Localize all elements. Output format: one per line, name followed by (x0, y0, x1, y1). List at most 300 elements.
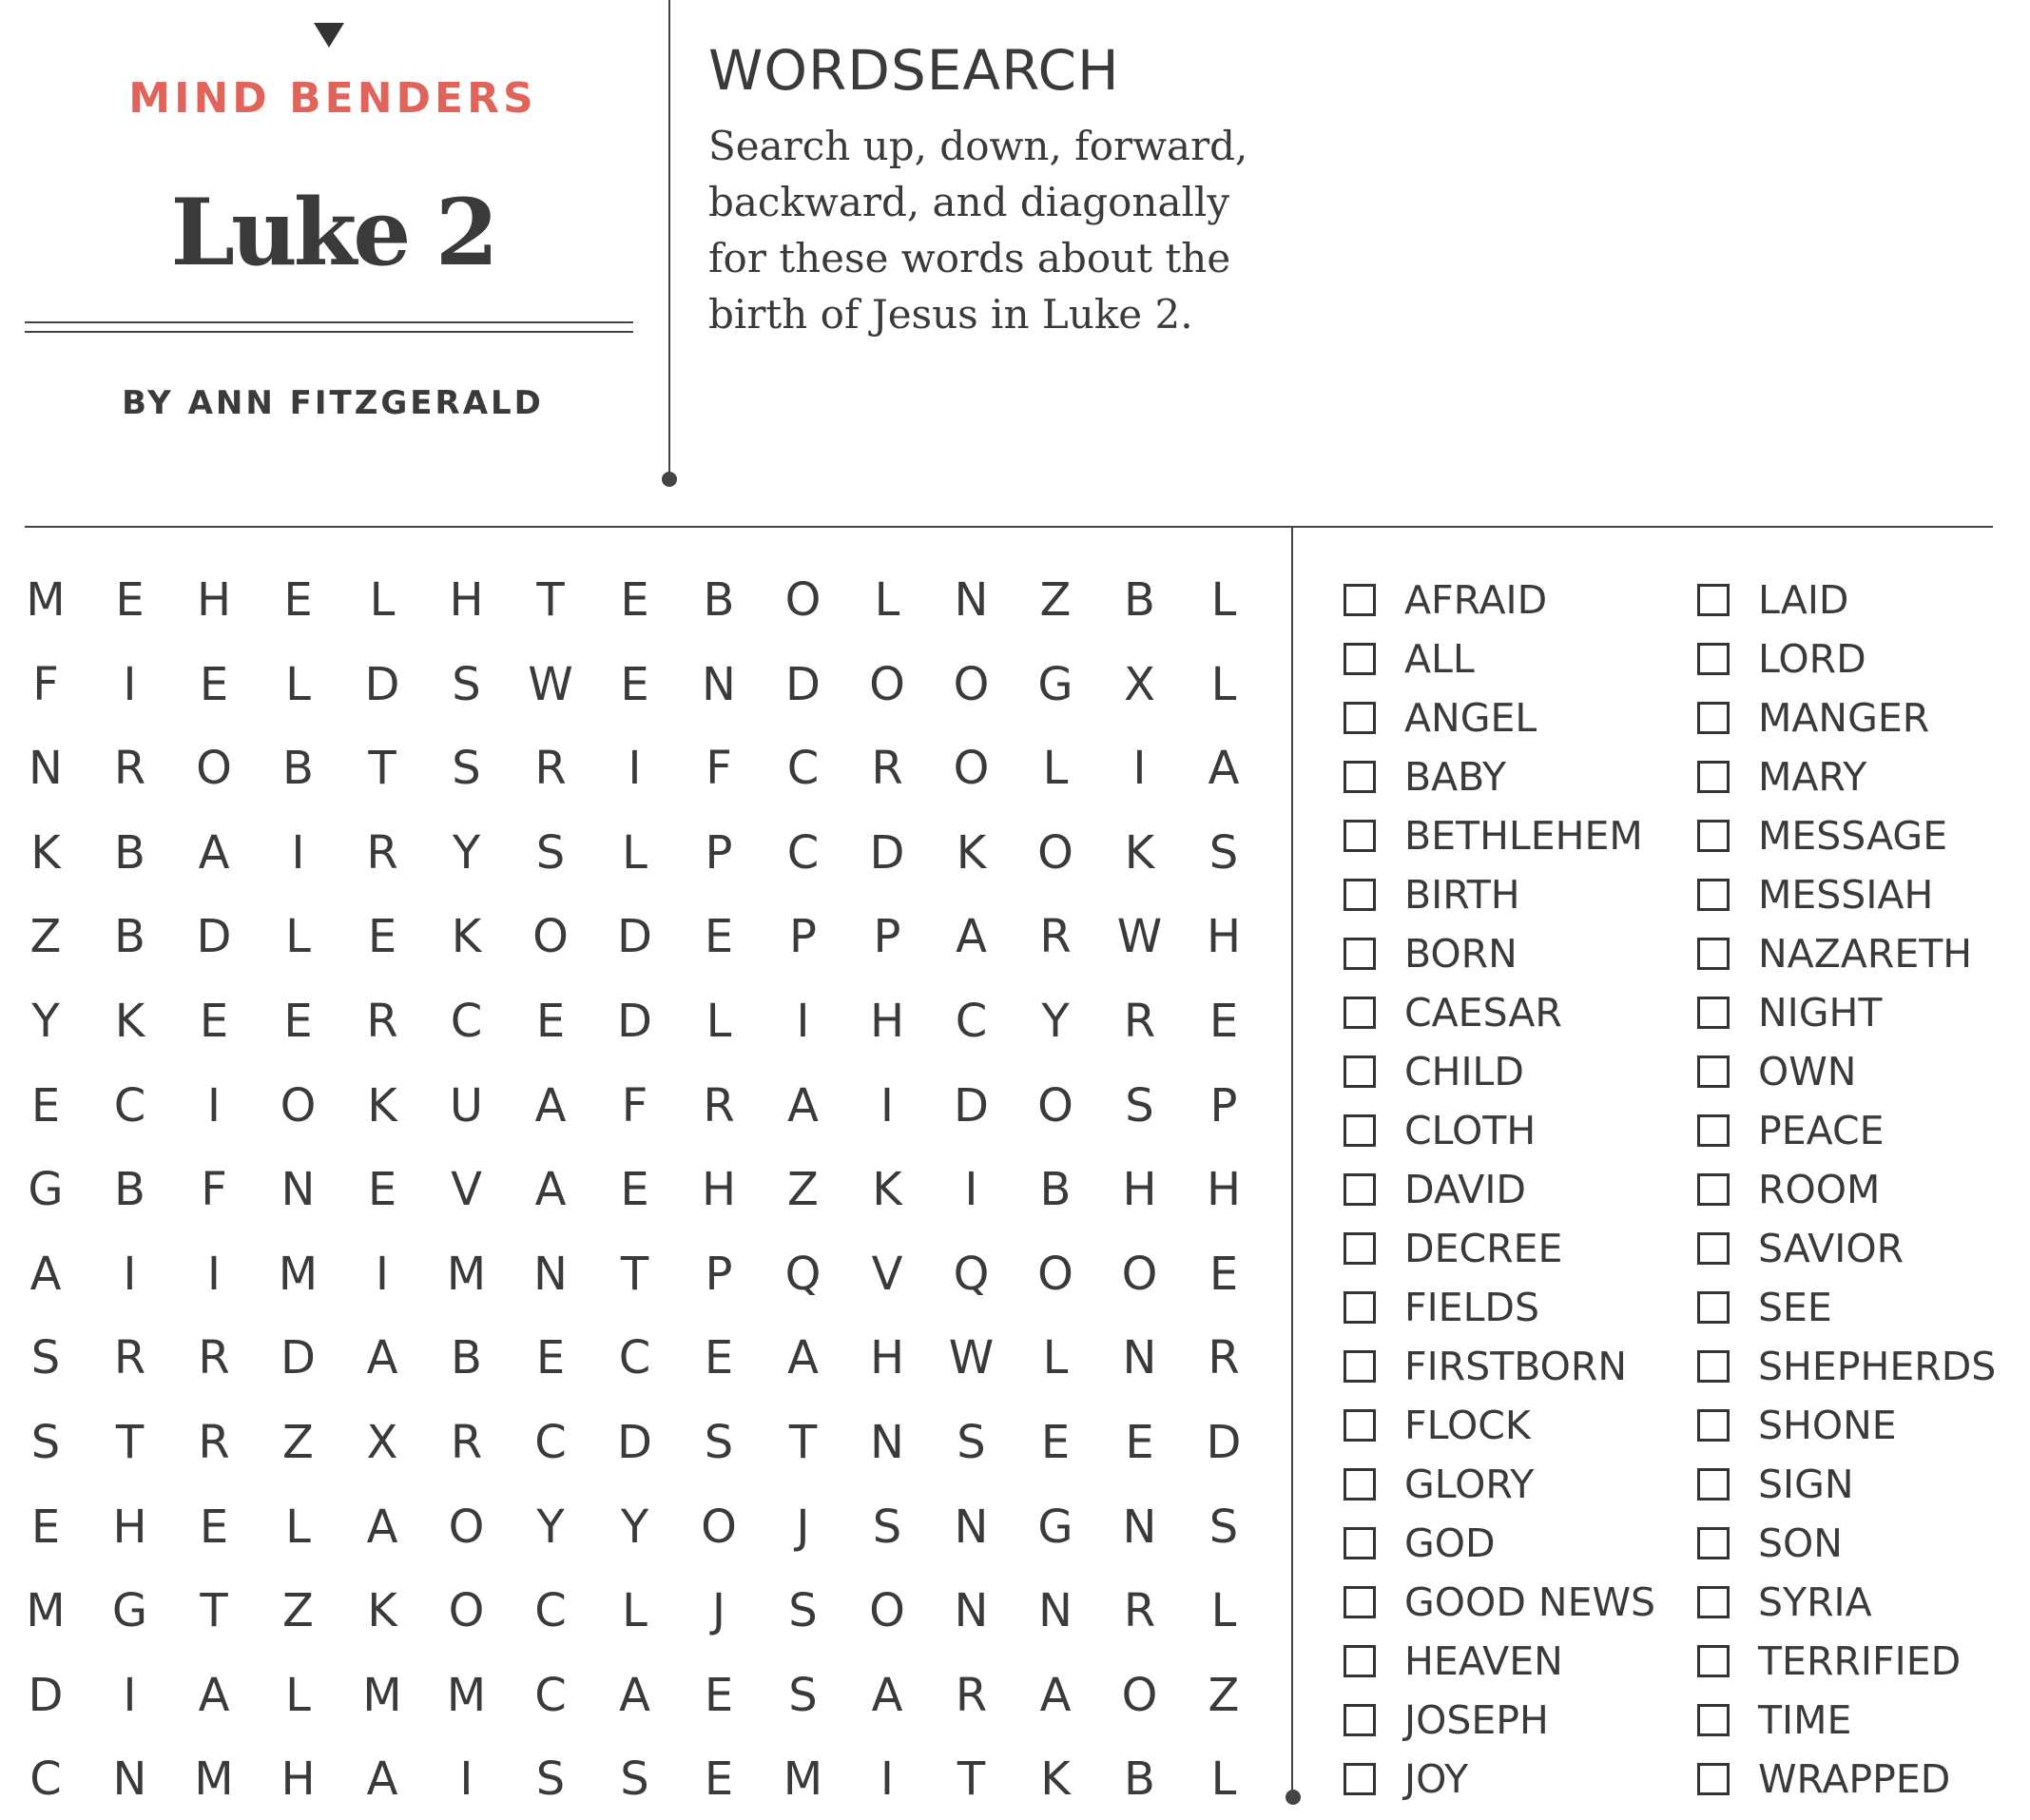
word-label: SEE (1758, 1285, 1832, 1330)
grid-letter[interactable]: I (964, 1163, 978, 1217)
grid-letter[interactable]: S (788, 1668, 818, 1722)
grid-letter[interactable]: L (1210, 657, 1237, 711)
grid-letter[interactable]: A (198, 825, 230, 880)
grid-vertical-divider (1291, 528, 1293, 1792)
grid-letter[interactable]: F (32, 657, 59, 711)
grid-letter[interactable]: E (199, 657, 229, 711)
grid-letter[interactable]: W (948, 1331, 995, 1385)
puzzle-title: Luke 2 (170, 179, 495, 286)
grid-letter[interactable]: K (114, 995, 145, 1048)
word-checkbox[interactable] (1697, 1291, 1730, 1324)
grid-letter[interactable]: N (1038, 1584, 1073, 1638)
grid-letter[interactable]: L (285, 910, 311, 964)
grid-letter[interactable]: S (620, 1752, 649, 1807)
grid-letter[interactable]: B (1124, 1752, 1155, 1807)
grid-letter[interactable]: E (1125, 1416, 1154, 1469)
word-checkbox[interactable] (1344, 938, 1376, 970)
grid-letter[interactable]: W (1116, 910, 1163, 964)
grid-letter[interactable]: Y (620, 1500, 649, 1554)
grid-letter[interactable]: C (534, 1416, 567, 1469)
word-checkbox[interactable] (1344, 702, 1376, 734)
grid-letter[interactable]: Y (536, 1500, 565, 1554)
grid-letter[interactable]: K (367, 1078, 397, 1133)
grid-letter[interactable]: I (880, 1752, 895, 1807)
grid-letter[interactable]: H (449, 573, 484, 627)
grid-letter[interactable]: K (1040, 1752, 1071, 1807)
grid-letter[interactable]: L (369, 573, 396, 627)
grid-letter[interactable]: H (1122, 1163, 1157, 1217)
grid-letter[interactable]: E (283, 995, 313, 1048)
grid-letter[interactable]: V (871, 1247, 903, 1301)
grid-letter[interactable]: L (1210, 573, 1237, 627)
grid-letter[interactable]: E (1208, 1247, 1239, 1301)
grid-letter[interactable]: H (1206, 910, 1242, 964)
grid-letter[interactable]: B (282, 742, 314, 796)
grid-letter[interactable]: E (199, 1500, 229, 1554)
grid-letter[interactable]: O (1121, 1668, 1158, 1722)
word-checkbox[interactable] (1697, 820, 1730, 852)
grid-letter[interactable]: P (873, 910, 901, 964)
word-checkbox[interactable] (1697, 1409, 1730, 1442)
grid-letter[interactable]: L (1042, 1331, 1069, 1385)
grid-letter[interactable]: M (446, 1247, 487, 1301)
word-checkbox[interactable] (1697, 643, 1730, 675)
grid-letter[interactable]: M (26, 1584, 66, 1638)
grid-letter[interactable]: O (280, 1078, 317, 1133)
grid-letter[interactable]: D (280, 1331, 316, 1385)
grid-letter[interactable]: Q (784, 1247, 822, 1301)
grid-letter[interactable]: S (452, 742, 481, 796)
grid-letter[interactable]: O (784, 573, 822, 627)
word-checkbox[interactable] (1697, 879, 1730, 911)
grid-letter[interactable]: A (1039, 1668, 1072, 1722)
word-label: NIGHT (1758, 990, 1883, 1036)
grid-letter[interactable]: R (366, 995, 398, 1048)
word-list-item (1697, 1344, 1996, 1389)
grid-letter[interactable]: C (534, 1584, 567, 1638)
grid-letter[interactable]: P (705, 1247, 733, 1301)
grid-letter[interactable]: N (1122, 1500, 1157, 1554)
grid-letter[interactable]: W (528, 657, 573, 711)
grid-letter[interactable]: C (786, 742, 820, 796)
grid-letter[interactable]: Z (1039, 573, 1072, 627)
grid-letter[interactable]: C (113, 1078, 146, 1133)
word-list-item (1697, 1756, 1950, 1802)
grid-letter[interactable]: B (114, 910, 145, 964)
grid-letter[interactable]: R (366, 825, 398, 880)
word-checkbox[interactable] (1344, 584, 1376, 616)
grid-letter[interactable]: O (448, 1584, 485, 1638)
word-label: PEACE (1758, 1108, 1885, 1153)
grid-letter[interactable]: M (783, 1752, 823, 1807)
grid-letter[interactable]: A (1208, 742, 1240, 796)
grid-letter[interactable]: L (622, 1584, 648, 1638)
grid-letter[interactable]: S (1208, 1500, 1239, 1554)
grid-letter[interactable]: X (1124, 657, 1155, 711)
word-checkbox[interactable] (1697, 1350, 1730, 1383)
grid-letter[interactable]: Z (282, 1416, 314, 1469)
grid-letter[interactable]: N (702, 657, 736, 711)
word-checkbox[interactable] (1344, 1173, 1376, 1206)
grid-letter[interactable]: I (1132, 742, 1147, 796)
word-checkbox[interactable] (1344, 1350, 1376, 1383)
grid-letter[interactable]: G (1037, 657, 1073, 711)
grid-letter[interactable]: A (29, 1247, 62, 1301)
grid-letter[interactable]: R (703, 1078, 735, 1133)
grid-letter[interactable]: C (450, 995, 483, 1048)
grid-letter[interactable]: C (29, 1752, 62, 1807)
grid-letter[interactable]: P (1209, 1078, 1238, 1133)
word-checkbox[interactable] (1697, 1173, 1730, 1206)
grid-letter[interactable]: C (955, 995, 988, 1048)
grid-letter[interactable]: H (112, 1500, 147, 1554)
grid-letter[interactable]: O (1037, 1078, 1073, 1133)
word-checkbox[interactable] (1344, 1114, 1376, 1147)
grid-letter[interactable]: O (532, 910, 569, 964)
grid-letter[interactable]: X (366, 1416, 398, 1469)
grid-letter[interactable]: O (1037, 1247, 1073, 1301)
grid-letter[interactable]: I (123, 657, 137, 711)
word-label: SON (1758, 1520, 1843, 1566)
word-label: FIRSTBORN (1404, 1344, 1628, 1389)
word-checkbox[interactable] (1344, 1527, 1376, 1559)
grid-letter[interactable]: G (28, 1163, 64, 1217)
word-checkbox[interactable] (1344, 1055, 1376, 1088)
grid-letter[interactable]: K (872, 1163, 902, 1217)
grid-letter[interactable]: Z (787, 1163, 819, 1217)
word-label: MESSIAH (1758, 872, 1934, 918)
word-label: WRAPPED (1758, 1756, 1951, 1802)
grid-letter[interactable]: K (367, 1584, 397, 1638)
grid-letter[interactable]: R (113, 1331, 146, 1385)
grid-letter[interactable]: H (869, 995, 905, 1048)
grid-letter[interactable]: R (955, 1668, 988, 1722)
grid-letter[interactable]: E (704, 1752, 734, 1807)
grid-letter[interactable]: D (869, 825, 905, 880)
grid-letter[interactable]: D (617, 910, 652, 964)
grid-letter[interactable]: L (285, 657, 311, 711)
grid-letter[interactable]: L (706, 995, 732, 1048)
grid-letter[interactable]: Z (1208, 1668, 1240, 1722)
grid-letter[interactable]: N (112, 1752, 147, 1807)
grid-letter[interactable]: I (796, 995, 810, 1048)
grid-letter[interactable]: S (704, 1416, 734, 1469)
grid-letter[interactable]: R (534, 742, 567, 796)
grid-letter[interactable]: H (1206, 1163, 1242, 1217)
grid-letter[interactable]: E (1040, 1416, 1071, 1469)
grid-letter[interactable]: S (30, 1331, 61, 1385)
grid-letter[interactable]: D (617, 1416, 652, 1469)
word-list-item (1697, 577, 1849, 623)
grid-letter[interactable]: S (30, 1416, 61, 1469)
grid-letter[interactable]: S (535, 1752, 566, 1807)
grid-letter[interactable]: R (198, 1331, 230, 1385)
grid-letter[interactable]: N (954, 1584, 989, 1638)
grid-letter[interactable]: O (953, 657, 990, 711)
grid-letter[interactable]: F (706, 742, 732, 796)
grid-letter[interactable]: R (1123, 1584, 1156, 1638)
word-label: MARY (1758, 754, 1867, 800)
word-list-item (1344, 754, 1506, 800)
word-checkbox[interactable] (1697, 1763, 1730, 1795)
instructions-heading: WORDSEARCH (708, 38, 1120, 103)
grid-letter[interactable]: G (111, 1584, 148, 1638)
grid-letter[interactable]: N (533, 1247, 568, 1301)
grid-letter[interactable]: B (114, 1163, 145, 1217)
grid-letter[interactable]: I (291, 825, 305, 880)
grid-letter[interactable]: A (198, 1668, 230, 1722)
grid-letter[interactable]: B (1039, 1163, 1072, 1217)
word-label: TIME (1758, 1697, 1852, 1743)
grid-letter[interactable]: E (620, 657, 649, 711)
grid-letter[interactable]: G (1037, 1500, 1073, 1554)
word-list-item (1344, 1697, 1549, 1743)
grid-letter[interactable]: D (364, 657, 400, 711)
word-label: JOY (1404, 1756, 1469, 1802)
grid-letter[interactable]: R (1123, 995, 1156, 1048)
grid-letter[interactable]: K (1124, 825, 1155, 880)
grid-letter[interactable]: O (869, 657, 905, 711)
grid-letter[interactable]: T (957, 1752, 986, 1807)
word-checkbox[interactable] (1344, 1586, 1376, 1618)
grid-letter[interactable]: L (874, 573, 900, 627)
word-list-item (1344, 1403, 1531, 1448)
grid-letter[interactable]: B (451, 1331, 482, 1385)
grid-letter[interactable]: L (622, 825, 648, 880)
grid-letter[interactable]: D (785, 657, 821, 711)
word-checkbox[interactable] (1697, 1232, 1730, 1265)
word-checkbox[interactable] (1697, 702, 1730, 734)
grid-letter[interactable]: A (619, 1668, 650, 1722)
word-checkbox[interactable] (1697, 1055, 1730, 1088)
grid-letter[interactable]: H (196, 573, 232, 627)
grid-letter[interactable]: T (115, 1416, 145, 1469)
grid-letter[interactable]: H (869, 1331, 905, 1385)
grid-letter[interactable]: J (711, 1584, 726, 1638)
grid-letter[interactable]: A (366, 1331, 398, 1385)
byline: BY ANN FITZGERALD (122, 384, 544, 422)
grid-letter[interactable]: Q (953, 1247, 990, 1301)
grid-letter[interactable]: I (123, 1668, 137, 1722)
grid-letter[interactable]: A (534, 1163, 567, 1217)
grid-letter[interactable]: Z (29, 910, 62, 964)
word-checkbox[interactable] (1344, 820, 1376, 852)
grid-letter[interactable]: I (123, 1247, 137, 1301)
word-checkbox[interactable] (1697, 1527, 1730, 1559)
grid-letter[interactable]: S (535, 825, 566, 880)
grid-letter[interactable]: N (954, 573, 989, 627)
word-checkbox[interactable] (1344, 761, 1376, 793)
grid-letter[interactable]: C (786, 825, 820, 880)
grid-letter[interactable]: L (285, 1668, 311, 1722)
grid-letter[interactable]: E (535, 995, 566, 1048)
grid-letter[interactable]: H (280, 1752, 316, 1807)
word-list-item (1344, 1167, 1526, 1212)
grid-letter[interactable]: I (628, 742, 642, 796)
grid-letter[interactable]: E (704, 1331, 734, 1385)
word-checkbox[interactable] (1344, 1409, 1376, 1442)
word-list-item (1344, 1520, 1496, 1566)
grid-letter[interactable]: T (788, 1416, 818, 1469)
word-checkbox[interactable] (1697, 1704, 1730, 1736)
grid-letter[interactable]: V (451, 1163, 482, 1217)
word-checkbox[interactable] (1697, 1645, 1730, 1677)
grid-letter[interactable]: E (115, 573, 145, 627)
word-checkbox[interactable] (1344, 879, 1376, 911)
word-label: LORD (1758, 636, 1866, 682)
grid-letter[interactable]: M (194, 1752, 234, 1807)
grid-letter[interactable]: T (536, 573, 565, 627)
grid-letter[interactable]: B (114, 825, 145, 880)
word-list-item (1344, 1344, 1627, 1389)
grid-letter[interactable]: S (957, 1416, 986, 1469)
grid-letter[interactable]: R (113, 742, 146, 796)
word-checkbox[interactable] (1344, 1291, 1376, 1324)
grid-letter[interactable]: K (30, 825, 61, 880)
grid-letter[interactable]: M (26, 573, 66, 627)
word-checkbox[interactable] (1344, 643, 1376, 675)
grid-letter[interactable]: L (1042, 742, 1069, 796)
grid-letter[interactable]: E (1208, 995, 1239, 1048)
grid-letter[interactable]: S (1125, 1078, 1154, 1133)
word-label: ALL (1404, 636, 1475, 682)
grid-letter[interactable]: R (871, 742, 903, 796)
grid-letter[interactable]: P (705, 825, 733, 880)
grid-letter[interactable]: E (199, 995, 229, 1048)
word-list-item (1697, 1108, 1885, 1153)
grid-letter[interactable]: Y (1041, 995, 1070, 1048)
grid-letter[interactable]: B (703, 573, 735, 627)
grid-letter[interactable]: E (283, 573, 313, 627)
word-checkbox[interactable] (1344, 1704, 1376, 1736)
grid-letter[interactable]: O (953, 742, 990, 796)
grid-letter[interactable]: A (787, 1331, 819, 1385)
grid-letter[interactable]: E (535, 1331, 566, 1385)
grid-letter[interactable]: D (1206, 1416, 1242, 1469)
grid-letter[interactable]: Z (282, 1584, 314, 1638)
grid-letter[interactable]: I (206, 1247, 222, 1301)
grid-letter[interactable]: N (29, 742, 63, 796)
grid-letter[interactable]: E (704, 1668, 734, 1722)
grid-letter[interactable]: Y (452, 825, 481, 880)
grid-letter[interactable]: D (617, 995, 652, 1048)
grid-letter[interactable]: C (618, 1331, 651, 1385)
grid-letter[interactable]: A (956, 910, 987, 964)
grid-letter[interactable]: S (788, 1584, 818, 1638)
grid-letter[interactable]: A (366, 1752, 398, 1807)
grid-letter[interactable]: I (459, 1752, 474, 1807)
word-label: GLORY (1404, 1462, 1535, 1507)
word-label: SYRIA (1758, 1579, 1872, 1625)
word-checkbox[interactable] (1697, 938, 1730, 970)
word-checkbox[interactable] (1697, 1114, 1730, 1147)
grid-letter[interactable]: P (789, 910, 817, 964)
grid-letter[interactable]: L (1210, 1584, 1237, 1638)
word-checkbox[interactable] (1697, 761, 1730, 793)
grid-letter[interactable]: M (278, 1247, 319, 1301)
grid-letter[interactable]: M (362, 1668, 402, 1722)
word-checkbox[interactable] (1344, 997, 1376, 1029)
grid-letter[interactable]: E (620, 573, 649, 627)
grid-letter[interactable]: S (452, 657, 481, 711)
grid-letter[interactable]: K (451, 910, 482, 964)
grid-letter[interactable]: S (1208, 825, 1239, 880)
grid-letter[interactable]: N (280, 1163, 316, 1217)
grid-letter[interactable]: O (869, 1584, 905, 1638)
word-checkbox[interactable] (1344, 1232, 1376, 1265)
word-label: TERRIFIED (1758, 1638, 1962, 1684)
grid-letter[interactable]: T (200, 1584, 228, 1638)
grid-letter[interactable]: H (701, 1163, 737, 1217)
grid-letter[interactable]: O (448, 1500, 485, 1554)
grid-letter[interactable]: R (1208, 1331, 1240, 1385)
grid-letter[interactable]: T (620, 1247, 649, 1301)
word-checkbox[interactable] (1697, 997, 1730, 1029)
grid-letter[interactable]: R (198, 1416, 230, 1469)
grid-letter[interactable]: I (206, 1078, 222, 1133)
grid-letter[interactable]: A (871, 1668, 903, 1722)
grid-letter[interactable]: C (534, 1668, 567, 1722)
grid-letter[interactable]: O (1121, 1247, 1158, 1301)
grid-letter[interactable]: E (704, 910, 734, 964)
word-list-item (1344, 577, 1547, 623)
grid-letter[interactable]: E (367, 1163, 397, 1217)
grid-letter[interactable]: O (1037, 825, 1073, 880)
grid-letter[interactable]: N (954, 1500, 989, 1554)
grid-letter[interactable]: B (1124, 573, 1155, 627)
word-label: ANGEL (1404, 695, 1537, 741)
grid-letter[interactable]: O (196, 742, 232, 796)
grid-letter[interactable]: E (30, 1078, 61, 1133)
word-checkbox[interactable] (1697, 1468, 1730, 1501)
word-label: SHONE (1758, 1403, 1897, 1448)
grid-letter[interactable]: R (1039, 910, 1072, 964)
grid-letter[interactable]: D (28, 1668, 64, 1722)
grid-letter[interactable]: T (368, 742, 396, 796)
grid-letter[interactable]: K (956, 825, 987, 880)
grid-letter[interactable]: A (534, 1078, 567, 1133)
grid-letter[interactable]: I (375, 1247, 390, 1301)
grid-letter[interactable]: A (366, 1500, 398, 1554)
grid-letter[interactable]: R (450, 1416, 483, 1469)
grid-letter[interactable]: N (870, 1416, 904, 1469)
grid-letter[interactable]: E (367, 910, 397, 964)
grid-letter[interactable]: O (701, 1500, 737, 1554)
word-checkbox[interactable] (1344, 1468, 1376, 1501)
grid-letter[interactable]: D (196, 910, 232, 964)
grid-letter[interactable]: E (620, 1163, 649, 1217)
word-checkbox[interactable] (1344, 1763, 1376, 1795)
grid-letter[interactable]: U (449, 1078, 484, 1133)
grid-letter[interactable]: F (201, 1163, 227, 1217)
word-list-item (1344, 813, 1643, 859)
grid-letter[interactable]: I (880, 1078, 895, 1133)
word-checkbox[interactable] (1697, 584, 1730, 616)
grid-letter[interactable]: E (30, 1500, 61, 1554)
word-checkbox[interactable] (1344, 1645, 1376, 1677)
grid-letter[interactable]: A (787, 1078, 819, 1133)
grid-letter[interactable]: L (1210, 1752, 1237, 1807)
grid-letter[interactable]: S (872, 1500, 902, 1554)
grid-letter[interactable]: M (446, 1668, 487, 1722)
grid-letter[interactable]: D (954, 1078, 989, 1133)
grid-letter[interactable]: Y (31, 995, 60, 1048)
grid-letter[interactable]: J (796, 1500, 810, 1554)
grid-letter[interactable]: N (1122, 1331, 1157, 1385)
word-checkbox[interactable] (1697, 1586, 1730, 1618)
grid-letter[interactable]: F (621, 1078, 648, 1133)
grid-letter[interactable]: L (285, 1500, 311, 1554)
